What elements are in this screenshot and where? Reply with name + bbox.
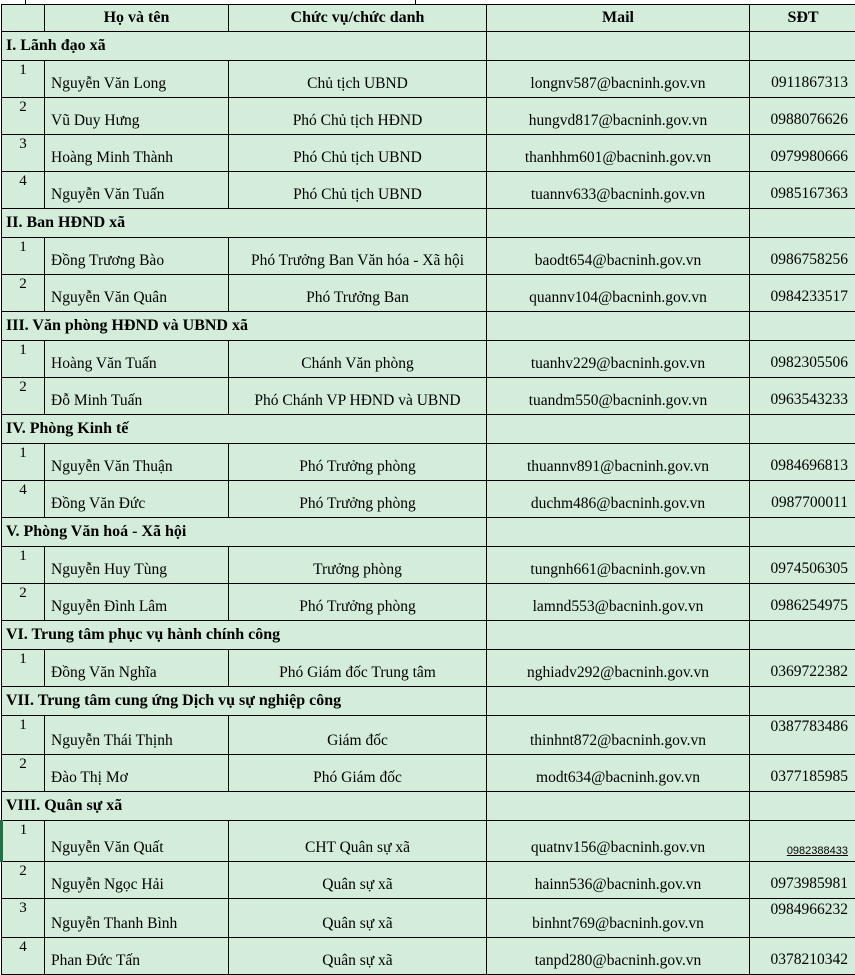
header-cell-mail[interactable]: Mail — [487, 5, 750, 32]
section-title[interactable]: VI. Trung tâm phục vụ hành chính công — [2, 621, 487, 650]
cell-name[interactable]: Nguyễn Văn Thuận — [45, 444, 229, 481]
cell-index[interactable]: 3 — [2, 135, 45, 172]
header-cell-position[interactable]: Chức vụ/chức danh — [229, 5, 487, 32]
cell-index[interactable]: 4 — [2, 481, 45, 518]
cell-email[interactable]: tanpd280@bacninh.gov.vn — [487, 938, 750, 975]
empty-cell[interactable] — [487, 792, 750, 821]
cell-name[interactable]: Vũ Duy Hưng — [45, 98, 229, 135]
section-title[interactable]: IV. Phòng Kinh tế — [2, 415, 487, 444]
cell-email[interactable]: tuannv633@bacninh.gov.vn — [487, 172, 750, 209]
cell-index[interactable]: 2 — [2, 584, 45, 621]
cell-name[interactable]: Nguyễn Văn Tuấn — [45, 172, 229, 209]
section-row — [2, 518, 855, 547]
cell-phone[interactable]: 0984966232 — [750, 899, 855, 938]
data-row — [2, 899, 855, 938]
cell-index[interactable]: 2 — [2, 755, 45, 792]
cell-name[interactable]: Đào Thị Mơ — [45, 755, 229, 792]
cell-name[interactable]: Nguyễn Đình Lâm — [45, 584, 229, 621]
cell-position[interactable]: Phó Giám đốc Trung tâm — [229, 650, 487, 687]
empty-cell[interactable] — [487, 621, 750, 650]
cell-name[interactable]: Nguyễn Ngọc Hải — [45, 862, 229, 899]
cell-phone[interactable]: 0986758256 — [750, 238, 855, 275]
section-row — [2, 32, 855, 61]
empty-cell[interactable] — [750, 518, 855, 547]
cell-position[interactable]: Giám đốc — [229, 716, 487, 755]
cell-index[interactable]: 2 — [2, 98, 45, 135]
cell-phone[interactable]: 0982388433 — [750, 821, 855, 862]
cell-name[interactable]: Đỗ Minh Tuấn — [45, 378, 229, 415]
header-cell-phone[interactable]: SĐT — [750, 5, 855, 32]
cell-index[interactable]: 1 — [2, 821, 45, 862]
cell-position[interactable]: Phó Chủ tịch HĐND — [229, 98, 487, 135]
cell-phone[interactable]: 0979980666 — [750, 135, 855, 172]
data-row — [2, 650, 855, 687]
data-row — [2, 547, 855, 584]
section-title[interactable]: III. Văn phòng HĐND và UBND xã — [2, 312, 487, 341]
cell-index[interactable]: 1 — [2, 61, 45, 98]
empty-cell[interactable] — [487, 312, 750, 341]
empty-cell[interactable] — [487, 518, 750, 547]
cell-position[interactable]: Phó Chủ tịch UBND — [229, 135, 487, 172]
cell-name[interactable]: Nguyễn Thanh Bình — [45, 899, 229, 938]
cell-position[interactable]: Phó Trưởng Ban Văn hóa - Xã hội — [229, 238, 487, 275]
cell-position[interactable]: Phó Trưởng Ban — [229, 275, 487, 312]
cell-index[interactable]: 1 — [2, 238, 45, 275]
header-cell-name[interactable]: Họ và tên — [45, 5, 229, 32]
cell-position[interactable]: Phó Trưởng phòng — [229, 481, 487, 518]
cell-name[interactable]: Nguyễn Văn Long — [45, 61, 229, 98]
data-row — [2, 61, 855, 98]
data-row — [2, 755, 855, 792]
cell-position[interactable]: Quân sự xã — [229, 938, 487, 975]
section-title[interactable]: I. Lãnh đạo xã — [2, 32, 487, 61]
empty-cell[interactable] — [750, 415, 855, 444]
data-row — [2, 341, 855, 378]
cell-phone[interactable]: 0986254975 — [750, 584, 855, 621]
cell-position[interactable]: CHT Quân sự xã — [229, 821, 487, 862]
gridline — [25, 0, 26, 4]
cell-index[interactable]: 4 — [2, 172, 45, 209]
data-row — [2, 862, 855, 899]
cell-email[interactable]: tungnh661@bacninh.gov.vn — [487, 547, 750, 584]
empty-cell[interactable] — [750, 621, 855, 650]
cell-email[interactable]: tuanhv229@bacninh.gov.vn — [487, 341, 750, 378]
cell-name[interactable]: Nguyễn Văn Quất — [45, 821, 229, 862]
empty-cell[interactable] — [487, 32, 750, 61]
data-row — [2, 238, 855, 275]
cell-name[interactable]: Hoàng Văn Tuấn — [45, 341, 229, 378]
cell-email[interactable]: quannv104@bacninh.gov.vn — [487, 275, 750, 312]
cell-phone[interactable]: 0985167363 — [750, 172, 855, 209]
cell-phone[interactable]: 0988076626 — [750, 98, 855, 135]
cell-position[interactable]: Quân sự xã — [229, 862, 487, 899]
cell-index[interactable]: 2 — [2, 862, 45, 899]
empty-cell[interactable] — [750, 687, 855, 716]
cell-email[interactable]: nghiadv292@bacninh.gov.vn — [487, 650, 750, 687]
cell-name[interactable]: Đồng Văn Nghĩa — [45, 650, 229, 687]
data-row — [2, 275, 855, 312]
cell-index[interactable]: 3 — [2, 899, 45, 938]
cell-name[interactable]: Hoàng Minh Thành — [45, 135, 229, 172]
cell-index[interactable]: 1 — [2, 716, 45, 755]
cell-phone[interactable]: 0974506305 — [750, 547, 855, 584]
cell-phone[interactable]: 0369722382 — [750, 650, 855, 687]
cell-email[interactable]: thanhhm601@bacninh.gov.vn — [487, 135, 750, 172]
section-title[interactable]: II. Ban HĐND xã — [2, 209, 487, 238]
section-row — [2, 415, 855, 444]
cell-phone[interactable]: 0984696813 — [750, 444, 855, 481]
cell-phone[interactable]: 0984233517 — [750, 275, 855, 312]
cell-phone[interactable]: 0963543233 — [750, 378, 855, 415]
section-row — [2, 209, 855, 238]
cell-phone[interactable]: 0911867313 — [750, 61, 855, 98]
data-row — [2, 584, 855, 621]
partial-row-above — [0, 0, 855, 4]
cell-email[interactable]: lamnd553@bacninh.gov.vn — [487, 584, 750, 621]
cell-name[interactable]: Đồng Văn Đức — [45, 481, 229, 518]
gridline — [415, 0, 416, 4]
cell-index[interactable]: 2 — [2, 378, 45, 415]
cell-position[interactable]: Phó Chủ tịch UBND — [229, 172, 487, 209]
empty-cell[interactable] — [750, 32, 855, 61]
table-header — [2, 5, 855, 32]
section-title[interactable]: VIII. Quân sự xã — [2, 792, 487, 821]
cell-name[interactable]: Đồng Trương Bào — [45, 238, 229, 275]
cell-email[interactable]: duchm486@bacninh.gov.vn — [487, 481, 750, 518]
cell-name[interactable]: Phan Đức Tấn — [45, 938, 229, 975]
cell-phone[interactable]: 0973985981 — [750, 862, 855, 899]
cell-phone[interactable]: 0987700011 — [750, 481, 855, 518]
cell-email[interactable]: hainn536@bacninh.gov.vn — [487, 862, 750, 899]
data-row — [2, 98, 855, 135]
data-row — [2, 378, 855, 415]
data-row — [2, 444, 855, 481]
cell-name[interactable]: Nguyễn Văn Quân — [45, 275, 229, 312]
empty-cell[interactable] — [487, 415, 750, 444]
data-row — [2, 938, 855, 975]
cell-name[interactable]: Nguyễn Thái Thịnh — [45, 716, 229, 755]
empty-cell[interactable] — [750, 312, 855, 341]
header-row — [2, 5, 855, 32]
data-row — [2, 481, 855, 518]
data-row — [2, 716, 855, 755]
section-title[interactable]: VII. Trung tâm cung ứng Dịch vụ sự nghiệp công — [2, 687, 487, 716]
cell-index[interactable]: 1 — [2, 341, 45, 378]
cell-name[interactable]: Nguyễn Huy Tùng — [45, 547, 229, 584]
cell-index[interactable]: 1 — [2, 650, 45, 687]
cell-email[interactable]: binhnt769@bacninh.gov.vn — [487, 899, 750, 938]
section-row — [2, 687, 855, 716]
section-title[interactable]: V. Phòng Văn hoá - Xã hội — [2, 518, 487, 547]
empty-cell[interactable] — [750, 209, 855, 238]
data-row — [2, 135, 855, 172]
cell-position[interactable]: Phó Trưởng phòng — [229, 444, 487, 481]
cell-email[interactable]: hungvd817@bacninh.gov.vn — [487, 98, 750, 135]
cell-position[interactable]: Trưởng phòng — [229, 547, 487, 584]
cell-phone[interactable]: 0378210342 — [750, 938, 855, 975]
cell-index[interactable]: 4 — [2, 938, 45, 975]
cell-email[interactable]: quatnv156@bacninh.gov.vn — [487, 821, 750, 862]
contact-table — [0, 4, 855, 975]
cell-position[interactable]: Phó Giám đốc — [229, 755, 487, 792]
section-row — [2, 621, 855, 650]
cell-index[interactable]: 1 — [2, 444, 45, 481]
cell-phone[interactable]: 0377185985 — [750, 755, 855, 792]
cell-email[interactable]: thinhnt872@bacninh.gov.vn — [487, 716, 750, 755]
cell-position[interactable]: Chủ tịch UBND — [229, 61, 487, 98]
data-row — [2, 821, 855, 862]
cell-index[interactable]: 1 — [2, 547, 45, 584]
table-body — [2, 32, 855, 975]
cell-email[interactable]: modt634@bacninh.gov.vn — [487, 755, 750, 792]
section-row — [2, 792, 855, 821]
cell-email[interactable]: baodt654@bacninh.gov.vn — [487, 238, 750, 275]
cell-position[interactable]: Quân sự xã — [229, 899, 487, 938]
empty-cell[interactable] — [487, 687, 750, 716]
cell-email[interactable]: longnv587@bacninh.gov.vn — [487, 61, 750, 98]
header-cell-index[interactable] — [2, 5, 45, 32]
data-row — [2, 172, 855, 209]
cell-position[interactable]: Chánh Văn phòng — [229, 341, 487, 378]
empty-cell[interactable] — [487, 209, 750, 238]
cell-phone[interactable]: 0387783486 — [750, 716, 855, 755]
cell-phone[interactable]: 0982305506 — [750, 341, 855, 378]
empty-cell[interactable] — [750, 792, 855, 821]
cell-position[interactable]: Phó Trưởng phòng — [229, 584, 487, 621]
section-row — [2, 312, 855, 341]
cell-position[interactable]: Phó Chánh VP HĐND và UBND — [229, 378, 487, 415]
cell-email[interactable]: thuannv891@bacninh.gov.vn — [487, 444, 750, 481]
cell-index[interactable]: 2 — [2, 275, 45, 312]
cell-email[interactable]: tuandm550@bacninh.gov.vn — [487, 378, 750, 415]
